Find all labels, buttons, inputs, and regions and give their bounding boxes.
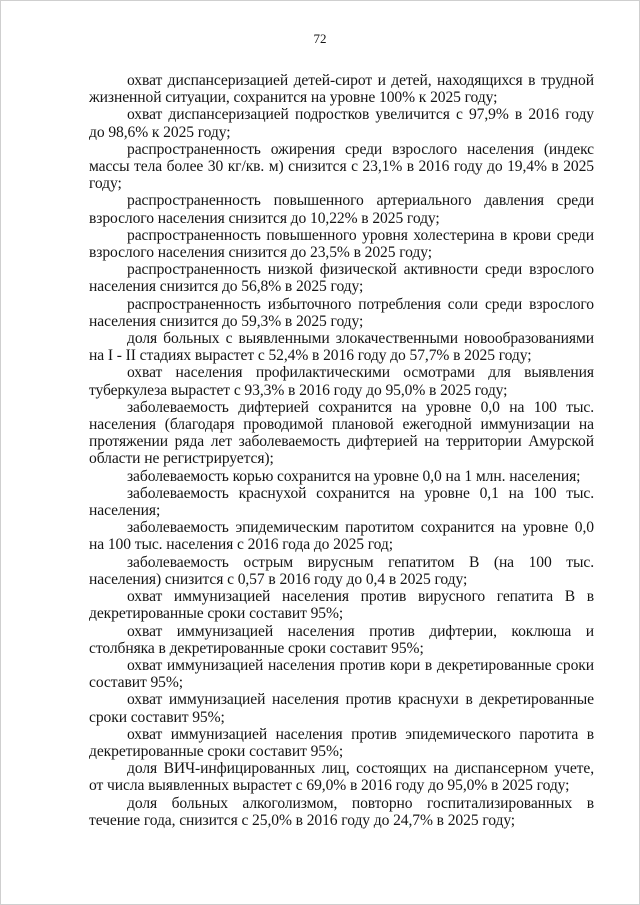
text-paragraph: охват иммунизацией населения против эпидемического паротита в декретированные сроки составит 95%; <box>89 725 594 760</box>
text-paragraph: доля ВИЧ-инфицированных лиц, состоящих на диспансерном учете, от числа выявленных вырастет с 69,0% в 2016 году до 95,0% в 2025 году; <box>89 760 594 795</box>
text-paragraph: заболеваемость дифтерией сохранится на уровне 0,0 на 100 тыс. населения (благодаря проводимой плановой ежегодной иммунизации на протяжении ряда лет заболеваемость дифтерией на территории Амурской области не регистрируется); <box>89 398 594 468</box>
text-paragraph: распространенность повышенного уровня холестерина в крови среди взрослого населения снизится до 23,5% в 2025 году; <box>89 226 594 262</box>
text-paragraph: распространенность низкой физической активности среди взрослого населения снизится до 56,8% в 2025 году; <box>89 261 594 296</box>
text-paragraph: заболеваемость краснухой сохранится на уровне 0,1 на 100 тыс. населения; <box>89 484 594 520</box>
text-paragraph: охват диспансеризацией детей-сирот и детей, находящихся в трудной жизненной ситуации, сохранится на уровне 100% к 2025 году; <box>89 72 594 107</box>
text-paragraph: охват диспансеризацией подростков увеличится с 97,9% в 2016 году до 98,6% к 2025 году; <box>89 106 594 141</box>
text-paragraph: доля больных с выявленными злокачественными новообразованиями на I - II стадиях вырастет с 52,4% в 2016 году до 57,7% в 2025 году; <box>89 330 594 365</box>
page-number: 72 <box>313 31 327 46</box>
text-paragraph: распространенность ожирения среди взрослого населения (индекс массы тела более 30 кг/кв. м) снизится с 23,1% в 2016 году до 19,4% в 2025 году; <box>89 140 594 193</box>
document-body <box>89 72 594 829</box>
text-paragraph: распространенность избыточного потребления соли среди взрослого населения снизится до 59,3% в 2025 году; <box>89 295 594 330</box>
text-paragraph: распространенность повышенного артериального давления среди взрослого населения снизится до 10,22% в 2025 году; <box>89 192 594 227</box>
text-paragraph: охват иммунизацией населения против дифтерии, коклюша и столбняка в декретированные сроки составит 95%; <box>89 622 594 657</box>
text-paragraph: охват иммунизацией населения против краснухи в декретированные сроки составит 95%; <box>89 691 594 726</box>
text-paragraph: охват населения профилактическими осмотрами для выявления туберкулеза вырастет с 93,3% в 2016 году до 95,0% в 2025 году; <box>89 364 594 399</box>
text-paragraph: охват иммунизацией населения против кори в декретированные сроки составит 95%; <box>89 656 594 692</box>
text-paragraph: заболеваемость эпидемическим паротитом сохранится на уровне 0,0 на 100 тыс. населения с 2016 года до 2025 год; <box>89 519 594 554</box>
text-paragraph: заболеваемость острым вирусным гепатитом В (на 100 тыс. населения) снизится с 0,57 в 2016 году до 0,4 в 2025 году; <box>89 553 594 588</box>
text-paragraph: заболеваемость корью сохранится на уровне 0,0 на 1 млн. населения; <box>127 467 581 485</box>
text-paragraph: доля больных алкоголизмом, повторно госпитализированных в течение года, снизится с 25,0% в 2016 году до 24,7% в 2025 году; <box>89 794 594 829</box>
text-paragraph: охват иммунизацией населения против вирусного гепатита В в декретированные сроки составит 95%; <box>89 588 594 623</box>
